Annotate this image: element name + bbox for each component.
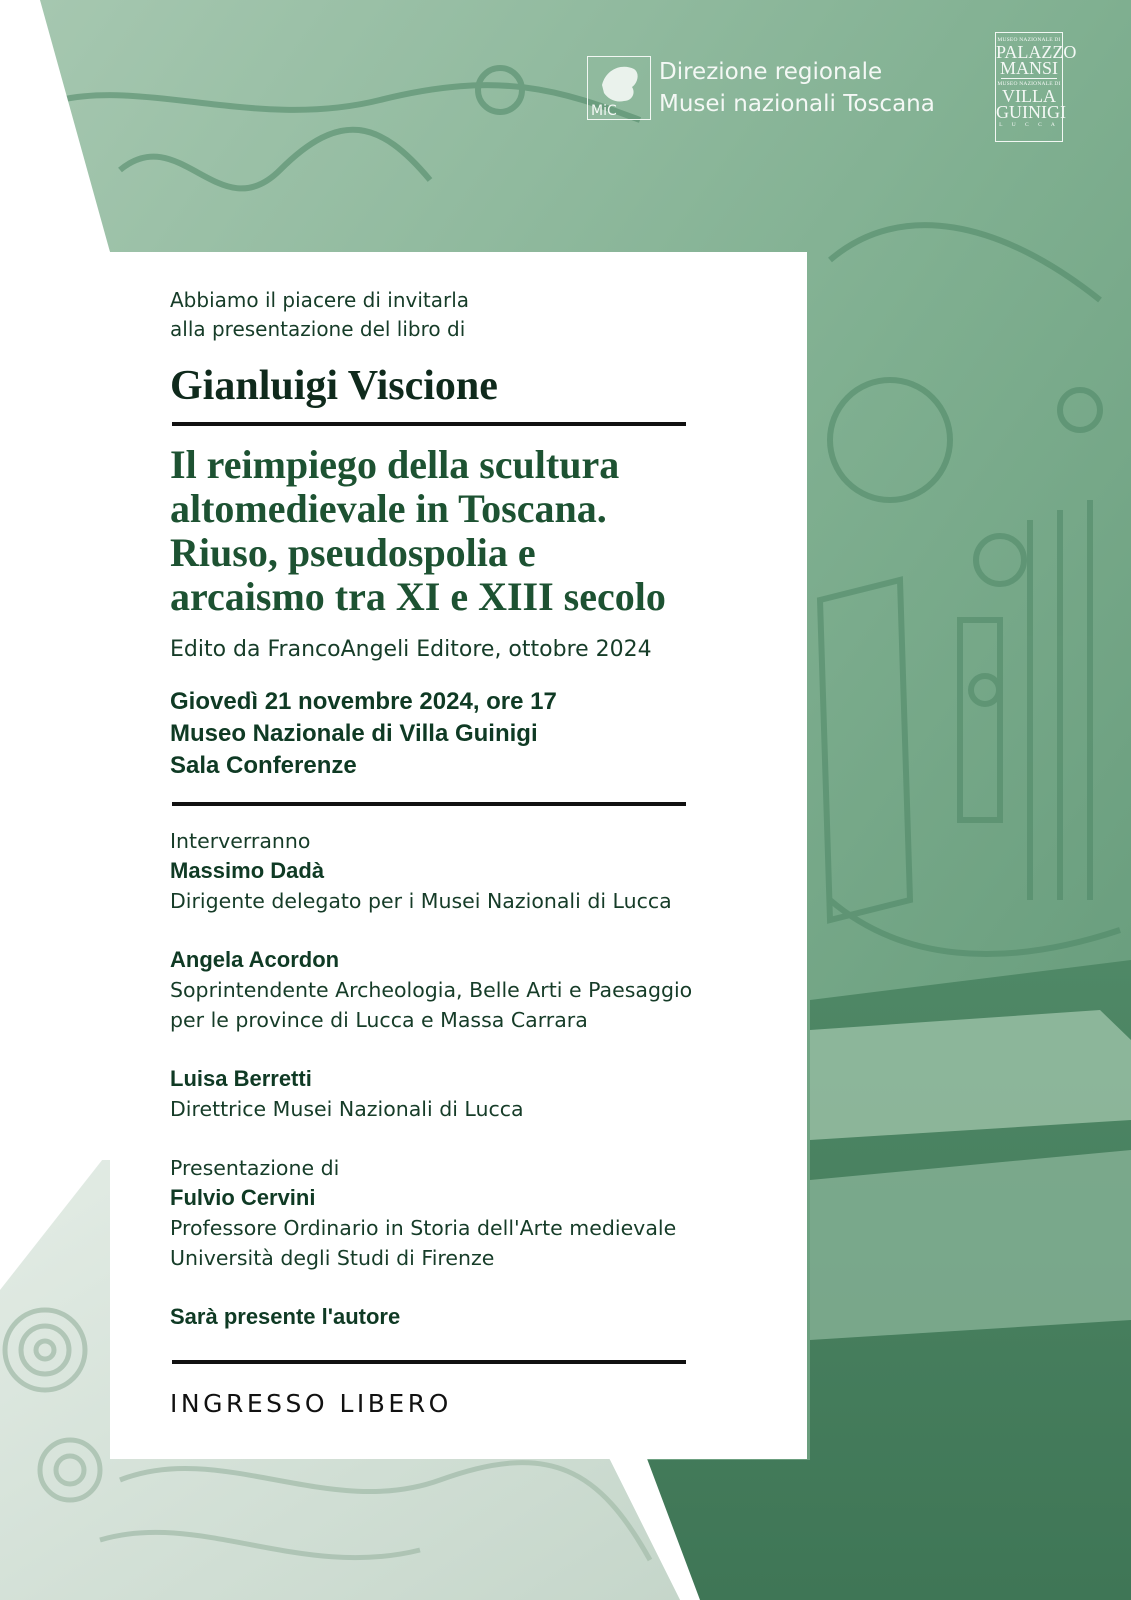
divider xyxy=(172,422,686,426)
event-date-time: Giovedì 21 novembre 2024, ore 17 xyxy=(170,688,557,715)
presentation-heading: Presentazione di xyxy=(170,1156,340,1180)
speaker-name: Luisa Berretti xyxy=(170,1066,312,1091)
intro-text xyxy=(170,286,469,344)
presenter-affiliation: Università degli Studi di Firenze xyxy=(170,1246,495,1270)
book-title-line4: arcaismo tra XI e XIII secolo xyxy=(170,574,666,619)
intro-line1: Abbiamo il piacere di invitarla xyxy=(170,288,470,312)
mic-logo-icon xyxy=(587,56,651,120)
event-details xyxy=(170,686,557,782)
presenter-block xyxy=(170,1153,676,1273)
speaker-name: Angela Acordon xyxy=(170,947,340,972)
mic-logo-text: MiC xyxy=(591,103,617,119)
speakers-heading: Interverranno xyxy=(170,829,311,853)
event-venue: Museo Nazionale di Villa Guinigi xyxy=(170,720,538,747)
speaker-role: Soprintendente Archeologia, Belle Arti e Paesaggio xyxy=(170,978,693,1002)
speaker-name: Massimo Dadà xyxy=(170,858,325,883)
museum-logo-line5: VILLA xyxy=(1002,86,1056,106)
museum-logo-line3: MANSI xyxy=(999,58,1058,78)
author-present-note: Sarà presente l'autore xyxy=(170,1304,401,1329)
museum-logo-line7: L U C C A xyxy=(999,122,1059,128)
org-name xyxy=(659,56,935,120)
book-title-line3: Riuso, pseudospolia e xyxy=(170,530,536,575)
intro-line2: alla presentazione del libro di xyxy=(170,317,466,341)
org-name-line1: Direzione regionale xyxy=(659,59,883,85)
presenter-role: Professore Ordinario in Storia dell'Arte medievale xyxy=(170,1216,677,1240)
free-entry-label: INGRESSO LIBERO xyxy=(170,1389,452,1418)
museum-logo-line1: MUSEO NAZIONALE DI xyxy=(997,37,1061,43)
speaker-block-1 xyxy=(170,826,672,916)
org-name-line2: Musei nazionali Toscana xyxy=(659,91,935,117)
publisher-line: Edito da FrancoAngeli Editore, ottobre 2024 xyxy=(170,637,652,662)
book-title-line2: altomedievale in Toscana. xyxy=(170,486,607,531)
museum-logo-line2: PALAZZO xyxy=(996,42,1077,62)
speaker-role: per le province di Lucca e Massa Carrara xyxy=(170,1008,588,1032)
speaker-block-3 xyxy=(170,1064,524,1124)
book-title-line1: Il reimpiego della scultura xyxy=(170,442,620,487)
book-title xyxy=(170,443,666,619)
museum-logo-line6: GUINIGI xyxy=(996,102,1066,122)
museum-logo-line4: MUSEO NAZIONALE DI xyxy=(997,81,1061,87)
presenter-name: Fulvio Cervini xyxy=(170,1185,316,1210)
museum-logo-icon xyxy=(995,32,1077,142)
event-room: Sala Conferenze xyxy=(170,752,357,779)
speaker-block-2 xyxy=(170,945,692,1035)
divider xyxy=(172,1360,686,1364)
divider xyxy=(172,802,686,806)
header-logos xyxy=(587,37,1097,146)
author-name: Gianluigi Viscione xyxy=(170,363,498,409)
speaker-role: Dirigente delegato per i Musei Nazionali di Lucca xyxy=(170,889,672,913)
speaker-role: Direttrice Musei Nazionali di Lucca xyxy=(170,1097,524,1121)
